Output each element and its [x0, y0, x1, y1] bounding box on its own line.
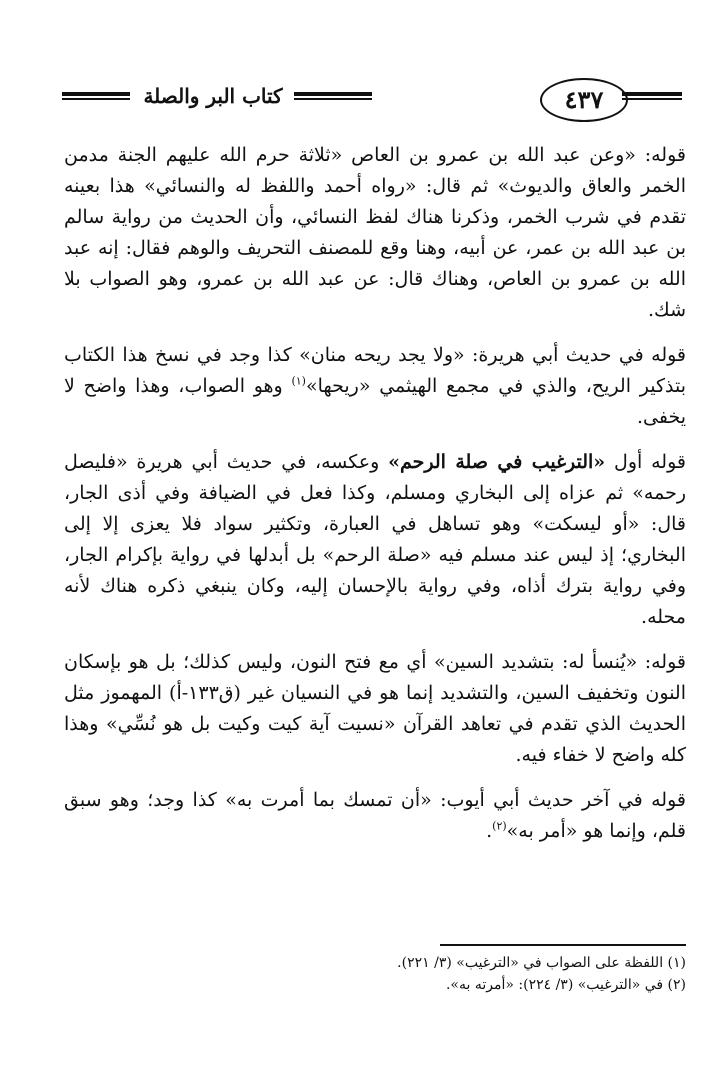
paragraph-3	[64, 447, 686, 633]
paragraph-4: قوله: «يُنسأ له: بتشديد السين» أي مع فتح النون، وليس كذلك؛ بل هو بإسكان النون وتخفيف السين، والتشديد إنما هو في النسيان غير (ق١٣٣-أ) المهموز مثل الحديث الذي تقدم في تعاهد القرآن «نسيت آية كيت وكيت بل هو نُسِّي» وهذا كله واضح لا خفاء فيه.	[64, 651, 686, 766]
paragraph-1: قوله: «وعن عبد الله بن عمرو بن العاص «ثلاثة حرم الله عليهم الجنة مدمن الخمر والعاق والديوث» ثم قال: «رواه أحمد واللفظ له والنسائي» هذا بعينه تقدم في شرب الخمر، وذكرنا هناك لفظ النسائي، وأن الحديث من رواية سالم بن عبد الله بن عمر، عن أبيه، وهنا وقع للمصنف التحريف والوهم فقال: إنه عبد الله بن عمرو بن العاص، وهناك قال: عن عبد الله بن عمرو، وهو الصواب بلا شك.	[64, 144, 686, 321]
footnote-ref-1: (١)	[291, 374, 306, 388]
header-rule-middle	[294, 92, 372, 104]
paragraph-3-bold-title: «الترغيب في صلة الرحم»	[388, 451, 606, 473]
main-text	[64, 140, 686, 861]
page-header	[62, 78, 682, 122]
footnote-divider	[440, 944, 686, 946]
paragraph-5-text-end: .	[486, 820, 493, 842]
paragraph-2	[64, 340, 686, 433]
paragraph-3-text: وعكسه، في حديث أبي هريرة «فليصل رحمه» ثم عزاه إلى البخاري ومسلم، وكذا فعل في الضيافة وفي أذى الجار، قال: «أو ليسكت» وهو تساهل في العبارة، وتكثير سواد فلا يعزى إلا إلى البخاري؛ إذ ليس عند مسلم فيه «صلة الرحم» بل أبدلها في رواية بإكرام الجار، وفي رواية بترك أذاه، وفي رواية بالإحسان إليه، وكان ينبغي ذكره هناك لأنه محله.	[64, 451, 686, 628]
running-title: كتاب البر والصلة	[143, 84, 283, 108]
footnotes	[64, 952, 686, 996]
footnote-2: (٢) في «الترغيب» (٣/ ٢٢٤): «أمرته به».	[445, 977, 686, 993]
paragraph-5-text: قوله في آخر حديث أبي أيوب: «أن تمسك بما أمرت به» كذا وجد؛ وهو سبق قلم، وإنما هو «أمر به»	[64, 789, 686, 842]
paragraph-2-text: قوله في حديث أبي هريرة: «ولا يجد ريحه منان» كذا وجد في نسخ هذا الكتاب بتذكير الريح، والذي في مجمع الهيثمي «ريحها»	[64, 344, 687, 397]
paragraph-3-lead: قوله أول	[605, 451, 686, 473]
footnote-ref-2: (٢)	[492, 819, 507, 833]
paragraph-5	[64, 785, 686, 847]
page-number: ٤٣٧	[540, 78, 628, 122]
header-rule-left	[62, 92, 130, 104]
footnote-1: (١) اللفظة على الصواب في «الترغيب» (٣/ ٢٢١).	[397, 955, 686, 971]
header-rule-right	[622, 92, 682, 104]
paragraph-2-text-end: وهو الصواب، وهذا واضح لا يخفى.	[64, 375, 686, 428]
